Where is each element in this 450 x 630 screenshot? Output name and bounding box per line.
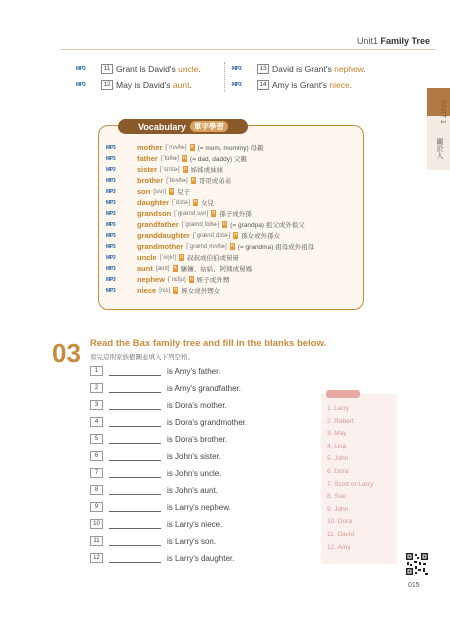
question-number: 2 [90,383,103,393]
part-subtitle: 關於人 [436,138,443,159]
vocab-word: grandfather [137,220,179,229]
vocab-meaning: 孫女或外孫女 [241,233,281,240]
question-number: 7 [90,468,103,478]
audio-track-icon[interactable]: MP3 [106,144,116,151]
vocab-phonetic: [ˋsɪstɚ] [160,166,180,173]
vocab-part-of-speech: n [193,199,197,205]
audio-track-icon[interactable]: MP3 [232,66,242,72]
question-number: 1 [90,366,103,376]
vocab-phonetic: [ˋbrʌðɚ] [166,177,188,184]
sentence-text: David is Grant's nephew. [272,64,366,74]
answer-blank[interactable] [109,401,161,410]
vocab-phonetic: [ˋgrænd͵fɑðɚ] [181,221,220,228]
vocab-word: granddaughter [137,231,190,240]
vocab-word: niece [137,286,157,295]
vocab-meaning: 兒子 [177,189,191,196]
audio-track-icon[interactable]: MP3 [106,155,116,162]
vocab-phonetic: [ænt] [155,265,170,272]
audio-track-icon[interactable]: MP3 [232,82,242,88]
sentence-text: Grant is David's uncle. [116,64,201,74]
question-row [90,502,231,512]
question-row [90,485,218,495]
vocab-item [106,231,280,240]
vocab-item [106,198,214,207]
answer-item: 2. Robert [327,417,354,425]
vocabulary-header [118,119,248,134]
question-row [90,400,227,410]
audio-track-icon[interactable]: MP3 [106,287,116,294]
audio-track-icon[interactable]: MP3 [106,199,116,206]
vocab-part-of-speech: n [234,232,238,238]
sentence-text: Amy is Grant's niece. [272,80,353,90]
vocab-meaning: 嬸嬸、姑姑、阿姨或舅媽 [180,266,253,273]
vocab-meaning: 孫子或外孫 [219,211,252,218]
sentence-11 [76,64,201,74]
vocab-word: brother [137,176,164,185]
vocabulary-title-zh: 單字學習 [190,121,228,132]
vocab-meaning: (= grandma) 祖母或外祖母 [237,244,315,251]
question-text: is Amy's grandfather. [167,383,242,393]
vocab-part-of-speech: n [182,155,187,161]
question-text: is John's aunt. [167,485,218,495]
question-number: 6 [90,451,103,461]
question-number: 8 [90,485,103,495]
answer-item: 11. David [327,531,354,538]
vocab-part-of-speech: n [179,254,183,260]
answer-blank[interactable] [109,384,161,393]
vocab-word: sister [137,165,158,174]
vocab-item [106,176,231,185]
exercise-number: 03 [52,338,81,368]
vocab-part-of-speech: n [173,265,177,271]
vocab-item [106,187,190,196]
vocab-phonetic: [ˋmʌðɚ] [165,144,187,151]
question-row [90,434,227,444]
vocab-item [106,209,252,218]
answer-item: 9. John [327,505,349,513]
answer-item: 5. John [327,455,349,463]
vocab-phonetic: [ˋʌŋk!] [159,254,176,261]
sentence-number: 11 [101,64,113,74]
sentence-text: May is David's aunt. [116,80,192,90]
vocab-phonetic: [sʌn] [153,188,167,195]
vocab-meaning: 姊姊或妹妹 [190,167,224,174]
vocab-phonetic: [ˋgrænd͵sʌn] [174,210,209,217]
answer-blank[interactable] [109,452,161,461]
vocab-phonetic: [ˋnɛfju] [167,276,186,283]
vocab-part-of-speech: n [223,221,227,227]
vocab-phonetic: [ˋfɑðɚ] [160,155,179,162]
vocab-phonetic: [nis] [159,287,171,294]
vocab-meaning: (= grandpa) 祖父或外祖父 [230,222,305,229]
vocab-part-of-speech: n [170,188,174,194]
audio-track-icon[interactable]: MP3 [106,254,116,261]
vocabulary-title: Vocabulary [138,121,186,132]
vocab-phonetic: [ˋgrænd͵dɔtɚ] [192,232,231,239]
vocab-item [106,264,252,273]
vocab-part-of-speech: n [191,177,195,183]
vocab-item [106,143,264,152]
audio-track-icon[interactable]: MP3 [106,177,116,184]
question-number: 12 [90,553,103,563]
vocab-part-of-speech: n [212,210,216,216]
question-text: is Dora's mother. [167,400,227,410]
audio-track-icon[interactable]: MP3 [106,221,116,228]
question-text: is Amy's father. [167,366,221,376]
audio-track-icon[interactable]: MP3 [106,276,116,283]
answer-blank[interactable] [109,520,161,529]
question-row [90,417,247,427]
answer-item: 12. Amy [327,543,351,551]
vocab-word: son [137,187,151,196]
question-text: is Larry's niece. [167,519,223,529]
vocab-word: uncle [137,253,157,262]
vocab-meaning: 姪女或外甥女 [181,288,221,295]
vocab-part-of-speech: n [190,144,194,150]
sentence-12 [76,80,192,90]
running-header [357,36,430,46]
sentence-number: 14 [257,80,269,90]
question-text: is John's uncle. [167,468,222,478]
vocab-meaning: 女兒 [200,200,214,207]
vocab-phonetic: [ˋgrænd͵mʌðɚ] [186,243,227,250]
sentence-14 [232,80,352,90]
vocab-meaning: (= dad, daddy) 父親 [190,156,247,163]
vocab-item [106,275,229,284]
sentence-number: 13 [257,64,269,74]
question-row [90,366,221,376]
page-number: 015 [408,582,420,589]
question-number: 10 [90,519,103,529]
vocab-meaning: (= mom, mommy) 母親 [197,145,264,152]
question-row [90,451,221,461]
question-number: 9 [90,502,103,512]
vocab-meaning: 哥哥或弟弟 [198,178,232,185]
vocab-word: mother [137,143,163,152]
question-number: 11 [90,536,103,546]
vocab-part-of-speech: n [189,276,193,282]
answer-blank[interactable] [109,435,161,444]
question-text: is Larry's son. [167,536,217,546]
question-text: is Larry's daughter. [167,553,235,563]
vocab-item [106,220,305,229]
vocab-word: grandmother [137,242,184,251]
vocab-item [106,286,220,295]
exercise-title: Read the Bax family tree and fill in the blanks below. [90,338,327,349]
answer-item: 10. Dora [327,518,352,526]
audio-track-icon[interactable]: MP3 [106,232,116,239]
exercise-subtitle: 看完這則家族樹圖並填入下列空格。 [90,354,194,361]
question-number: 3 [90,400,103,410]
audio-track-icon[interactable]: MP3 [106,166,116,173]
question-row [90,468,221,478]
answer-blank[interactable] [109,367,161,376]
part-label: PART 1 [439,100,446,124]
vocab-word: daughter [137,198,170,207]
question-text: is Dora's brother. [167,434,228,444]
answer-blank[interactable] [109,537,161,546]
answer-blank[interactable] [109,554,161,563]
audio-track-icon[interactable]: MP3 [106,188,116,195]
question-row [90,536,216,546]
vocab-word: grandson [137,209,172,218]
answer-item: 6. Dora [327,468,349,475]
unit-label: Unit1 [356,36,378,46]
question-row [90,383,241,393]
vocab-word: nephew [137,275,165,284]
question-text: is Larry's nephew. [167,502,231,512]
sentence-separator [224,62,226,92]
vocab-part-of-speech: n [230,243,234,249]
answer-item: 4. Lisa [327,442,347,450]
vocab-item [106,253,239,262]
answer-blank[interactable] [109,418,161,427]
audio-track-icon[interactable]: MP3 [76,66,86,72]
answer-item: 8. Sue [327,493,346,501]
audio-track-icon[interactable]: MP3 [106,265,116,272]
header-divider [60,49,436,50]
vocab-part-of-speech: n [183,166,187,172]
sentence-13 [232,64,366,74]
unit-title: Family Tree [380,36,430,46]
question-text: is Dora's grandmother. [167,417,248,427]
question-row [90,519,222,529]
vocab-phonetic: [ˋdɔtɚ] [172,199,190,206]
answer-header-badge [326,390,360,398]
vocab-item [106,154,247,163]
question-number: 5 [90,434,103,444]
qr-code-icon[interactable] [405,552,429,576]
vocab-part-of-speech: n [174,287,178,293]
answer-item: 1. Larry [327,405,350,412]
vocab-meaning: 叔叔或伯伯或舅舅 [187,255,239,262]
question-row [90,553,234,563]
answer-blank[interactable] [109,503,161,512]
vocab-item [106,242,314,251]
question-number: 4 [90,417,103,427]
question-text: is John's sister. [167,451,221,461]
vocab-item [106,165,223,174]
audio-track-icon[interactable]: MP3 [76,82,86,88]
answer-blank[interactable] [109,469,161,478]
vocab-meaning: 姪子或外甥 [196,277,230,284]
vocab-word: aunt [137,264,153,273]
answer-item: 3. May [327,430,347,438]
sentence-number: 12 [101,80,113,90]
audio-track-icon[interactable]: MP3 [106,243,116,250]
answer-blank[interactable] [109,486,161,495]
answer-item: 7. Scott or Larry [327,480,374,488]
vocab-word: father [137,154,158,163]
audio-track-icon[interactable]: MP3 [106,210,116,217]
